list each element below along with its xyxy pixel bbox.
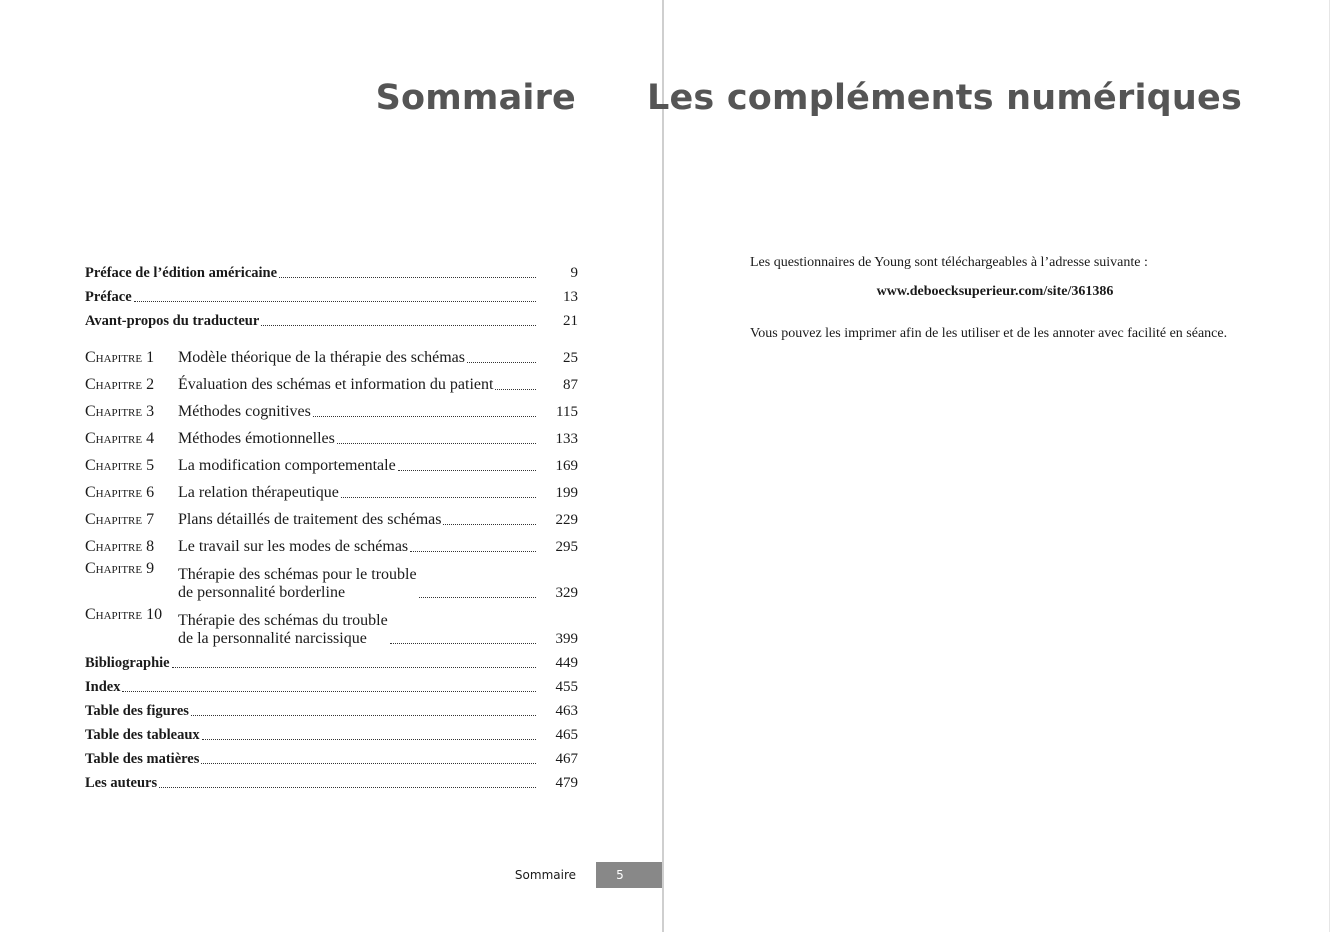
left-page bbox=[0, 0, 662, 932]
toc-entry-title: Table des matières bbox=[85, 751, 200, 767]
dot-leader bbox=[201, 763, 536, 764]
toc-chapter[interactable] bbox=[85, 475, 578, 502]
right-page bbox=[646, 0, 1330, 932]
toc-page-number: 329 bbox=[555, 585, 578, 601]
toc-page-number: 479 bbox=[555, 775, 578, 791]
toc-entry-title: Bibliographie bbox=[85, 655, 170, 671]
page-title: Les compléments numériques bbox=[646, 78, 1242, 118]
chapter-label: Chapitre 7 bbox=[85, 511, 155, 528]
chapter-title: Le travail sur les modes de schémas bbox=[178, 538, 409, 555]
dot-leader bbox=[419, 597, 536, 598]
chapter-title: La modification comportementale bbox=[178, 457, 396, 474]
footer-section-label: Sommaire bbox=[514, 868, 576, 882]
toc-chapter[interactable] bbox=[85, 529, 578, 556]
toc-page-number: 21 bbox=[563, 313, 578, 329]
paragraph: Les questionnaires de Young sont téléchargeables à l’adresse suivante : bbox=[750, 255, 1148, 270]
chapter-title: Évaluation des schémas et information du patient bbox=[178, 376, 494, 393]
spacer bbox=[85, 330, 578, 340]
chapter-title: La relation thérapeutique bbox=[178, 484, 339, 501]
toc-entry-title: Table des figures bbox=[85, 703, 189, 719]
dot-leader bbox=[341, 497, 536, 498]
chapter-title: Thérapie des schémas du trouble de la personnalité narcissique bbox=[178, 612, 388, 647]
toc-entry[interactable] bbox=[85, 696, 578, 720]
chapter-title: Thérapie des schémas pour le trouble de personnalité borderline bbox=[178, 566, 417, 601]
chapter-title: Méthodes émotionnelles bbox=[178, 430, 335, 447]
toc-page-number: 463 bbox=[555, 703, 578, 719]
chapter-label: Chapitre 1 bbox=[85, 349, 155, 366]
dot-leader bbox=[410, 551, 536, 552]
dot-leader bbox=[202, 739, 536, 740]
toc-page-number: 455 bbox=[555, 679, 578, 695]
chapter-label: Chapitre 6 bbox=[85, 484, 155, 501]
toc-page-number: 229 bbox=[555, 512, 578, 528]
toc-entry-title: Les auteurs bbox=[85, 775, 158, 791]
toc-page-number: 87 bbox=[563, 377, 578, 393]
toc-entry-title: Préface de l’édition américaine bbox=[85, 265, 278, 281]
paragraph: Vous pouvez les imprimer afin de les utiliser et de les annoter avec facilité en séance. bbox=[750, 326, 1228, 341]
toc-chapter[interactable] bbox=[85, 367, 578, 394]
chapter-label: Chapitre 3 bbox=[85, 403, 155, 420]
toc-entry[interactable] bbox=[85, 672, 578, 696]
dot-leader bbox=[467, 362, 536, 363]
dot-leader bbox=[337, 443, 536, 444]
toc-page-number: 169 bbox=[555, 458, 578, 474]
toc-chapter[interactable] bbox=[85, 340, 578, 367]
dot-leader bbox=[313, 416, 536, 417]
toc-entry-title: Table des tableaux bbox=[85, 727, 200, 743]
toc-page-number: 467 bbox=[555, 751, 578, 767]
chapter-label: Chapitre 5 bbox=[85, 457, 155, 474]
toc-entry-title: Index bbox=[85, 679, 121, 695]
dot-leader bbox=[172, 667, 536, 668]
dot-leader bbox=[122, 691, 536, 692]
toc-page-number: 399 bbox=[555, 631, 578, 647]
chapter-title: Plans détaillés de traitement des schémas bbox=[178, 511, 442, 528]
toc-page-number: 133 bbox=[555, 431, 578, 447]
toc-entry[interactable] bbox=[85, 306, 578, 330]
toc-entry[interactable] bbox=[85, 258, 578, 282]
toc-entry[interactable] bbox=[85, 768, 578, 792]
dot-leader bbox=[443, 524, 536, 525]
toc-chapter[interactable] bbox=[85, 448, 578, 475]
dot-leader bbox=[279, 277, 536, 278]
chapter-label: Chapitre 9 bbox=[85, 560, 155, 577]
toc-chapter[interactable] bbox=[85, 394, 578, 421]
toc-chapter[interactable] bbox=[85, 602, 578, 648]
chapter-label: Chapitre 2 bbox=[85, 376, 155, 393]
toc-entry[interactable] bbox=[85, 744, 578, 768]
page-title: Sommaire bbox=[375, 78, 576, 118]
dot-leader bbox=[191, 715, 536, 716]
chapter-title: Modèle théorique de la thérapie des schémas bbox=[178, 349, 465, 366]
toc-entry[interactable] bbox=[85, 282, 578, 306]
toc-page-number: 25 bbox=[563, 350, 578, 366]
toc-page-number: 115 bbox=[556, 404, 578, 420]
footer-page-number: 5 bbox=[596, 862, 662, 888]
toc-page-number: 465 bbox=[555, 727, 578, 743]
toc-entry[interactable] bbox=[85, 648, 578, 672]
toc-entry-title: Préface bbox=[85, 289, 132, 305]
chapter-label: Chapitre 10 bbox=[85, 606, 163, 623]
toc-chapter[interactable] bbox=[85, 556, 578, 602]
chapter-label: Chapitre 8 bbox=[85, 538, 155, 555]
toc-entry[interactable] bbox=[85, 720, 578, 744]
dot-leader bbox=[398, 470, 536, 471]
download-url[interactable]: www.deboecksuperieur.com/site/361386 bbox=[876, 284, 1114, 299]
dot-leader bbox=[390, 643, 536, 644]
dot-leader bbox=[159, 787, 536, 788]
chapter-label: Chapitre 4 bbox=[85, 430, 155, 447]
dot-leader bbox=[134, 301, 536, 302]
table-of-contents bbox=[85, 258, 578, 792]
toc-chapter[interactable] bbox=[85, 502, 578, 529]
toc-page-number: 295 bbox=[555, 539, 578, 555]
dot-leader bbox=[495, 389, 536, 390]
toc-entry-title: Avant-propos du traducteur bbox=[85, 313, 260, 329]
toc-page-number: 199 bbox=[555, 485, 578, 501]
toc-page-number: 9 bbox=[570, 265, 578, 281]
toc-page-number: 449 bbox=[555, 655, 578, 671]
toc-chapter[interactable] bbox=[85, 421, 578, 448]
chapter-title: Méthodes cognitives bbox=[178, 403, 311, 420]
toc-page-number: 13 bbox=[563, 289, 578, 305]
dot-leader bbox=[261, 325, 536, 326]
